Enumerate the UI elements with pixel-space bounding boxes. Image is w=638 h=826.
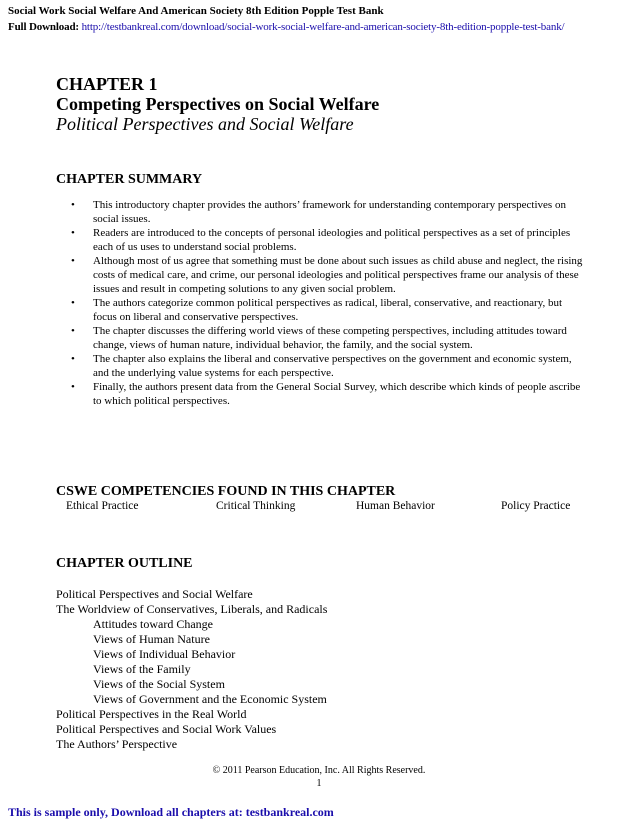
list-item [56, 352, 586, 380]
list-item [56, 226, 586, 254]
bullet-icon: • [71, 255, 75, 267]
banner-title: Social Work Social Welfare And American Society 8th Edition Popple Test Bank [8, 5, 384, 17]
summary-text: The chapter also explains the liberal and conservative perspectives on the government and economic system, and the underlying value systems for each perspective. [93, 353, 572, 379]
list-item [56, 380, 586, 408]
outline-subitem: Attitudes toward Change [93, 617, 213, 631]
download-link[interactable]: http://testbankreal.com/download/social-work-social-welfare-and-american-society-8th-edition-popple-test-bank/ [81, 21, 565, 33]
summary-text: This introductory chapter provides the authors’ framework for understanding contemporary perspectives on social issues. [93, 199, 566, 225]
list-item [56, 254, 586, 296]
chapter-number: CHAPTER 1 [56, 74, 158, 94]
summary-text: The chapter discusses the differing world views of these competing perspectives, including attitudes toward change, views of human nature, individual behavior, the family, and the social system. [93, 325, 567, 351]
competency-item: Critical Thinking [216, 500, 296, 512]
summary-text: Although most of us agree that something must be done about such issues as child abuse and neglect, the rising costs of medical care, and crime, our personal ideologies and political perspectives frame our analysis of these issues and result in competing solutions to any given social problem. [93, 255, 583, 295]
outline-list [56, 587, 327, 752]
bullet-icon: • [71, 353, 75, 365]
list-item [56, 324, 586, 352]
bullet-icon: • [71, 227, 75, 239]
summary-text: Finally, the authors present data from the General Social Survey, which describe which kinds of people ascribe to which political perspectives. [93, 381, 581, 407]
outline-subitem: Views of the Social System [93, 677, 225, 691]
outline-item: Political Perspectives and Social Welfare [56, 587, 253, 601]
outline-item: Political Perspectives and Social Work Values [56, 722, 277, 736]
sample-note-link[interactable]: This is sample only, Download all chapters at: testbankreal.com [8, 805, 334, 819]
competencies-heading: CSWE COMPETENCIES FOUND IN THIS CHAPTER [56, 484, 396, 499]
download-label: Full Download: [8, 21, 79, 33]
competency-item: Policy Practice [501, 500, 571, 512]
competency-item: Ethical Practice [66, 500, 139, 512]
outline-heading: CHAPTER OUTLINE [56, 556, 193, 571]
outline-item: The Authors’ Perspective [56, 737, 178, 751]
page-number: 1 [316, 778, 322, 789]
download-line [8, 19, 634, 35]
summary-heading: CHAPTER SUMMARY [56, 172, 203, 187]
chapter-header [56, 74, 379, 135]
list-item [56, 296, 586, 324]
list-item [56, 198, 586, 226]
summary-list [56, 198, 586, 408]
copyright: © 2011 Pearson Education, Inc. All Rights Reserved. [212, 765, 426, 776]
summary-text: The authors categorize common political perspectives as radical, liberal, conservative, and reactionary, but focus on liberal and conservative perspectives. [93, 297, 563, 323]
competencies-row [56, 500, 582, 516]
chapter-subtitle: Political Perspectives and Social Welfare [56, 114, 354, 134]
outline-item: Political Perspectives in the Real World [56, 707, 247, 721]
outline-subitem: Views of Government and the Economic System [93, 692, 327, 706]
bullet-icon: • [71, 381, 75, 393]
bullet-icon: • [71, 199, 75, 211]
outline-item: The Worldview of Conservatives, Liberals, and Radicals [56, 602, 328, 616]
top-banner [8, 3, 634, 35]
chapter-title: Competing Perspectives on Social Welfare [56, 94, 380, 114]
outline-subitem: Views of Human Nature [93, 632, 210, 646]
summary-text: Readers are introduced to the concepts of personal ideologies and political perspectives as a set of principles each of us uses to understand social problems. [93, 227, 571, 253]
competency-item: Human Behavior [356, 500, 435, 512]
outline-subitem: Views of Individual Behavior [93, 647, 236, 661]
outline-subitem: Views of the Family [93, 662, 191, 676]
bullet-icon: • [71, 325, 75, 337]
bullet-icon: • [71, 297, 75, 309]
